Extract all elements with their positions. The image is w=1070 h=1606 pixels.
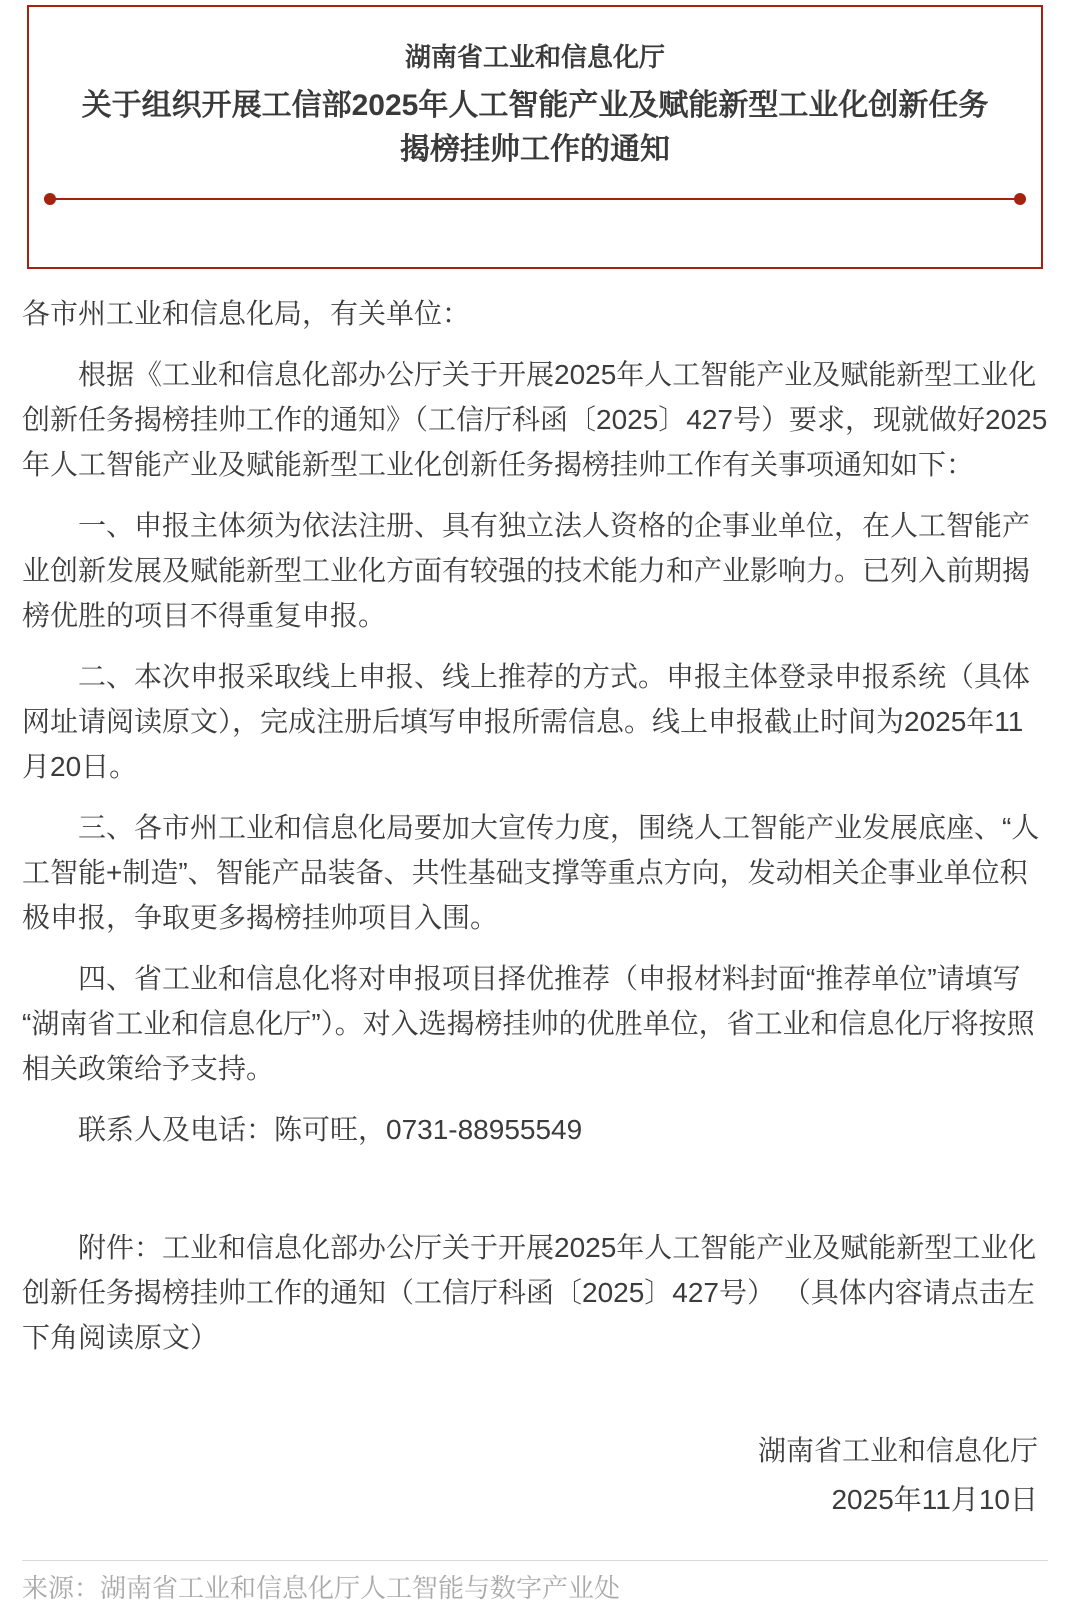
source-line: 来源：湖南省工业和信息化厅人工智能与数字产业处 xyxy=(22,1573,621,1603)
signature-org: 湖南省工业和信息化厅 xyxy=(757,1435,1038,1466)
signature-block xyxy=(22,1426,1038,1524)
body-paragraph: 一、申报主体须为依法注册、具有独立法人资格的企事业单位，在人工智能产业创新发展及赋能新型工业化方面有较强的技术能力和产业影响力。已列入前期揭榜优胜的项目不得重复申报。 xyxy=(22,510,1031,631)
source-footer xyxy=(22,1560,1048,1606)
salutation: 各市州工业和信息化局，有关单位： xyxy=(22,298,471,329)
document-body xyxy=(0,291,1070,1524)
body-paragraph: 根据《工业和信息化部办公厅关于开展2025年人工智能产业及赋能新型工业化创新任务揭榜挂帅工作的通知》（工信厅科函〔2025〕427号）要求，现就做好2025年人工智能产业及赋能新型工业化创新任务揭榜挂帅工作有关事项通知如下： xyxy=(22,359,1048,480)
body-paragraph: 三、各市州工业和信息化局要加大宣传力度，围绕人工智能产业发展底座、“人工智能+制造”、智能产品装备、共性基础支撑等重点方向，发动相关企事业单位积极申报，争取更多揭榜挂帅项目入围。 xyxy=(22,812,1040,933)
signature-date: 2025年11月10日 xyxy=(831,1484,1038,1515)
org-title: 湖南省工业和信息化厅 xyxy=(404,42,665,72)
notice-document xyxy=(0,5,1070,1603)
body-paragraph: 二、本次申报采取线上申报、线上推荐的方式。申报主体登录申报系统（具体网址请阅读原文），完成注册后填写申报所需信息。线上申报截止时间为2025年11月20日。 xyxy=(22,661,1031,782)
document-header-box xyxy=(27,5,1043,269)
title-divider-line xyxy=(44,198,1026,200)
divider-dot-right-icon xyxy=(1014,193,1026,205)
document-title: 关于组织开展工信部2025年人工智能产业及赋能新型工业化创新任务揭榜挂帅工作的通知 xyxy=(81,89,989,166)
contact-line: 联系人及电话：陈可旺，0731-88955549 xyxy=(78,1114,583,1145)
attachment-paragraph: 附件：工业和信息化部办公厅关于开展2025年人工智能产业及赋能新型工业化创新任务揭榜挂帅工作的通知（工信厅科函〔2025〕427号） （具体内容请点击左下角阅读原文） xyxy=(22,1232,1037,1353)
body-paragraph: 四、省工业和信息化将对申报项目择优推荐（申报材料封面“推荐单位”请填写“湖南省工业和信息化厅”）。对入选揭榜挂帅的优胜单位，省工业和信息化厅将按照相关政策给予支持。 xyxy=(22,963,1035,1084)
divider-dot-left-icon xyxy=(44,193,56,205)
